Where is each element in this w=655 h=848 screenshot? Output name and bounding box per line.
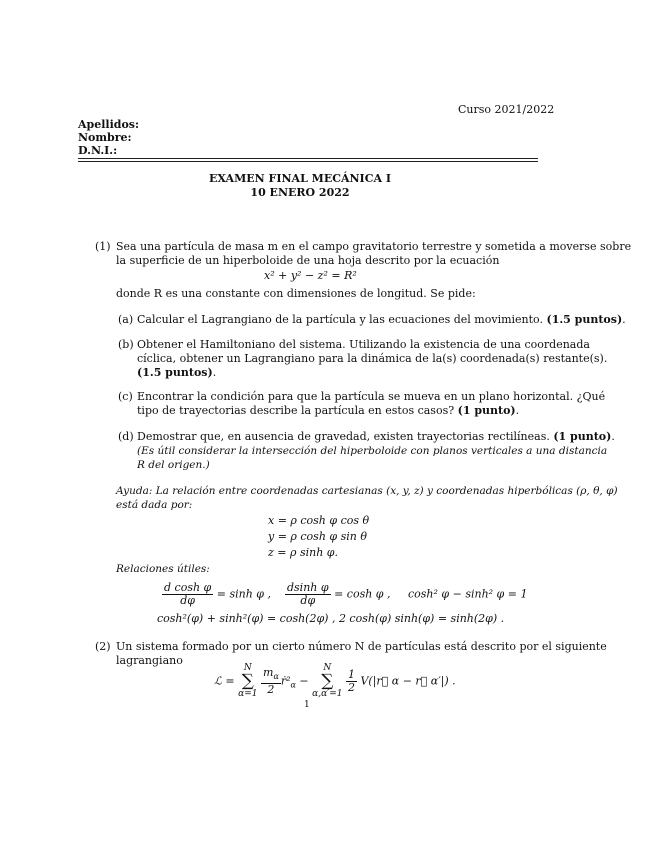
problem-1-number: (1) <box>95 240 111 253</box>
header-rule-top <box>78 158 538 159</box>
sum-2-top: N <box>323 663 332 673</box>
frac-dsinh-num: dsinh φ <box>287 581 329 594</box>
frac-dsinh <box>285 582 331 607</box>
part-a-text <box>137 313 626 328</box>
frac-dcosh-den: dφ <box>180 594 195 607</box>
part-d-line1-text: Demostrar que, en ausencia de gravedad, existen trayectorias rectilíneas. <box>137 430 550 443</box>
lagrangian-lhs: ℒ = <box>214 674 235 688</box>
coord-z: z = ρ sinh φ. <box>268 546 338 559</box>
problem-1-intro-line1: Sea una partícula de masa m en el campo gravitatorio terrestre y sometida a moverse sobre <box>116 240 632 253</box>
exam-title: EXAMEN FINAL MECÁNICA I <box>209 172 391 185</box>
part-d-points: (1 punto) <box>553 430 612 443</box>
part-d-line1 <box>137 430 615 445</box>
sum-2-sigma-icon: ∑ <box>321 671 334 691</box>
problem-2-line2: lagrangiano <box>116 654 183 667</box>
sum-1-bottom: α=1 <box>238 689 258 699</box>
name-field-label: Nombre: <box>78 131 132 144</box>
frac-dcosh <box>162 582 213 607</box>
id-field-label: D.N.I.: <box>78 144 118 157</box>
part-a-tail: . <box>622 313 626 326</box>
potential-term: V(|r⃗ α − r⃗ α′|) . <box>360 674 456 688</box>
part-c-label: (c) <box>118 390 133 403</box>
hint-line1: Ayuda: La relación entre coordenadas cartesianas (x, y, z) y coordenadas hiperbólicas (ρ, θ, φ) <box>116 485 618 497</box>
part-b-tail: . <box>212 366 217 379</box>
problem-2-number: (2) <box>95 640 111 653</box>
surname-field-label: Apellidos: <box>78 118 140 131</box>
exam-date: 10 ENERO 2022 <box>250 186 350 199</box>
sum-2 <box>312 664 342 699</box>
minus-sign: − <box>295 674 313 688</box>
hint-line2: está dada por: <box>116 499 193 511</box>
part-b-line1: Obtener el Hamiltoniano del sistema. Utilizando la existencia de una coordenada <box>137 338 590 351</box>
part-b-label: (b) <box>118 338 134 351</box>
part-b-line2: cíclica, obtener un Lagrangiano para la dinámica de la(s) coordenada(s) restante(s). <box>137 352 608 365</box>
part-a-line1: Calcular el Lagrangiano de la partícula y las ecuaciones del movimiento. <box>137 313 543 326</box>
part-c-points: (1 punto) <box>457 404 516 417</box>
rel1c: cosh² φ − sinh² φ = 1 <box>407 587 528 601</box>
mass-frac-num-text: m <box>263 665 274 679</box>
part-d-note-line1: (Es útil considerar la intersección del hiperboloide con planos verticales a una distancia <box>137 445 608 457</box>
mass-frac-den: 2 <box>267 683 275 697</box>
part-c-tail: . <box>515 404 520 417</box>
part-c-line2 <box>137 404 519 419</box>
mass-frac-num-sub: α <box>273 672 279 682</box>
useful-relations-label: Relaciones útiles: <box>116 563 210 575</box>
sum-1 <box>238 664 257 699</box>
frac-dsinh-den: dφ <box>300 594 316 607</box>
part-c-line1: Encontrar la condición para que la partícula se mueva en un plano horizontal. ¿Qué <box>137 390 606 403</box>
half-frac <box>346 669 357 694</box>
rel1b: = cosh φ , <box>334 587 391 601</box>
part-d-tail: . <box>611 430 615 443</box>
sum-2-bottom: α,α′=1 <box>312 689 343 699</box>
mass-frac <box>261 667 281 696</box>
coord-x: x = ρ cosh φ cos θ <box>268 514 370 527</box>
kinetic-term: ṙ² <box>280 674 291 688</box>
lagrangian-equation <box>214 664 456 699</box>
kinetic-term-sub: α <box>290 680 296 690</box>
relations-row1 <box>162 582 527 607</box>
part-d-label: (d) <box>118 430 134 443</box>
course-label: Curso 2021/2022 <box>458 103 555 116</box>
sum-1-sigma-icon: ∑ <box>241 671 254 691</box>
frac-dcosh-num: d cosh φ <box>164 581 212 594</box>
problem-2-line1: Un sistema formado por un cierto número N de partículas está descrito por el siguiente <box>116 640 607 653</box>
half-frac-den: 2 <box>347 681 355 694</box>
part-b-line3 <box>137 366 216 381</box>
half-frac-num: 1 <box>347 668 355 681</box>
relations-row2: cosh²(φ) + sinh²(φ) = cosh(2φ) , 2 cosh(φ) sinh(φ) = sinh(2φ) . <box>157 612 505 625</box>
sum-1-top: N <box>243 663 252 673</box>
header-rule-bottom <box>78 161 538 162</box>
hyperboloid-equation: x² + y² − z² = R² <box>264 269 357 282</box>
part-a-label: (a) <box>118 313 134 326</box>
part-a-points: (1.5 puntos) <box>546 313 623 326</box>
part-c-line2-text: tipo de trayectorias describe la partícula en estos casos? <box>137 404 455 417</box>
problem-1-after-eq: donde R es una constante con dimensiones de longitud. Se pide: <box>116 287 476 300</box>
coord-y: y = ρ cosh φ sin θ <box>268 530 367 543</box>
problem-1-intro-line2: la superficie de un hiperboloide de una hoja descrito por la ecuación <box>116 254 500 267</box>
part-d-note-line2: R del origen.) <box>137 459 210 471</box>
page-number: 1 <box>304 700 310 710</box>
rel1a: = sinh φ , <box>216 587 271 601</box>
mass-frac-num <box>261 667 281 684</box>
part-b-points: (1.5 puntos) <box>137 366 213 379</box>
